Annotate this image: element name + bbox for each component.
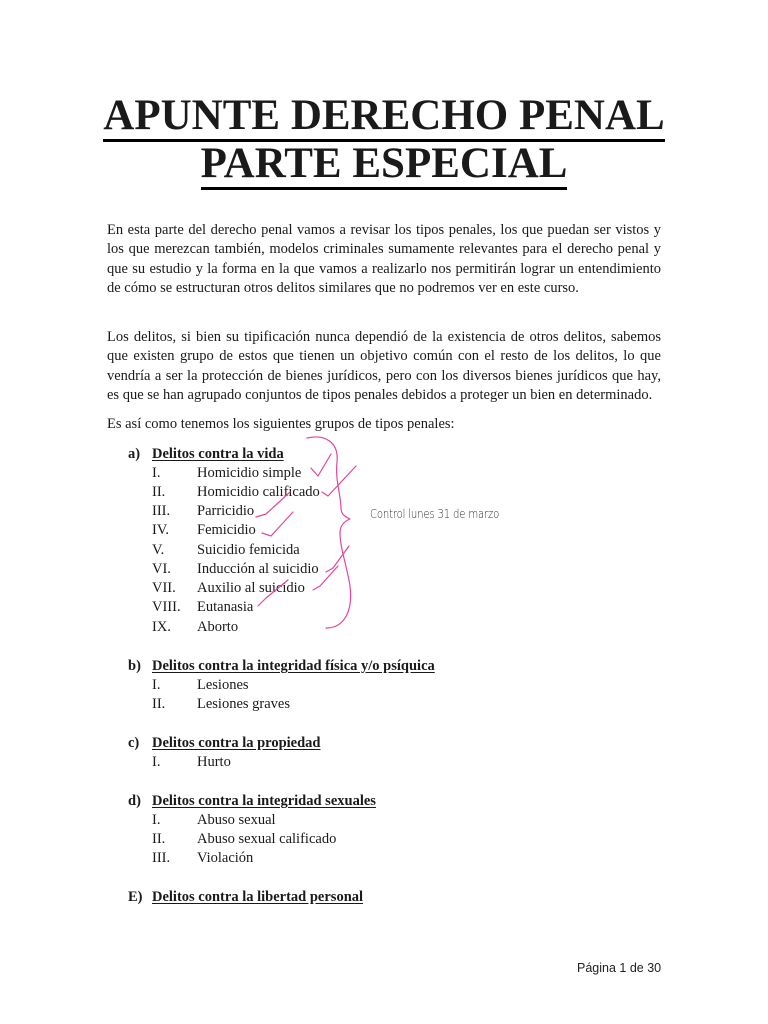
- item-number: VII.: [152, 580, 176, 596]
- list-item: [152, 579, 305, 598]
- handwritten-note: Control lunes 31 de marzo: [370, 507, 500, 521]
- list-item: [152, 483, 320, 502]
- check-mark-5: [326, 546, 349, 572]
- group-title: Delitos contra la propiedad: [152, 735, 321, 751]
- item-number: I.: [152, 465, 161, 481]
- group-letter: c): [128, 735, 140, 751]
- item-text: Parricidio: [197, 503, 255, 519]
- item-number: IX.: [152, 619, 171, 635]
- item-text: Abuso sexual: [197, 812, 276, 828]
- group-letter: b): [128, 658, 141, 674]
- intro-paragraph: En esta parte del derecho penal vamos a revisar los tipos penales, los que puedan ser vistos y los que merezcan también, modelos criminales sumamente relevantes para el derecho penal y que su estudio y la forma en la que vamos a realizarlo nos permitirán lograr un entendimiento de cómo se estructuran otros delitos similares que no podremos ver en este curso.: [107, 222, 661, 297]
- item-text: Eutanasia: [197, 599, 254, 615]
- item-text: Homicidio calificado: [197, 484, 320, 500]
- item-number: II.: [152, 484, 166, 500]
- item-text: Lesiones graves: [197, 696, 291, 712]
- item-text: Aborto: [197, 619, 239, 635]
- group-heading-a: [128, 445, 284, 464]
- item-number: III.: [152, 850, 171, 866]
- title-line-2-text: PARTE ESPECIAL: [201, 140, 568, 190]
- item-text: Hurto: [197, 754, 231, 770]
- item-number: V.: [152, 542, 165, 558]
- item-number: II.: [152, 696, 166, 712]
- item-text: Abuso sexual calificado: [197, 831, 337, 847]
- item-number: II.: [152, 831, 166, 847]
- group-title: Delitos contra la libertad personal: [152, 889, 364, 905]
- list-item: [152, 598, 253, 617]
- list-item: [152, 618, 238, 637]
- item-number: VI.: [152, 561, 171, 577]
- item-text: Inducción al suicidio: [197, 561, 319, 577]
- list-item: [152, 464, 301, 483]
- check-mark-4: [262, 512, 293, 536]
- second-paragraph: Los delitos, si bien su tipificación nunca dependió de la existencia de otros delitos, sabemos que existen grupo de estos que tienen un objetivo común con el resto de los delitos, lo que vendría a ser la protección de bienes jurídicos, pero con los diversos bienes jurídicos que hay, es que se han agrupado conjuntos de tipos penales debidos a proteger un bien en determinado.: [107, 329, 661, 404]
- item-number: I.: [152, 677, 161, 693]
- list-item: [152, 849, 253, 868]
- item-number: IV.: [152, 522, 170, 538]
- item-text: Lesiones: [197, 677, 249, 693]
- item-number: III.: [152, 503, 171, 519]
- group-heading-d: [128, 792, 376, 811]
- group-heading-c: [128, 734, 321, 753]
- item-text: Femicidio: [197, 522, 256, 538]
- group-title: Delitos contra la integridad sexuales: [152, 793, 376, 809]
- group-title: Delitos contra la integridad física y/o psíquica: [152, 658, 435, 674]
- check-mark-1: [311, 454, 331, 476]
- group-title: Delitos contra la vida: [152, 446, 284, 462]
- item-number: VIII.: [152, 599, 181, 615]
- item-text: Homicidio simple: [197, 465, 302, 481]
- page-number: Página 1 de 30: [577, 961, 662, 975]
- list-item: [152, 521, 256, 540]
- title-line-1: [0, 92, 768, 140]
- list-item: [152, 811, 276, 830]
- group-heading-b: [128, 657, 435, 676]
- group-letter: a): [128, 446, 141, 462]
- title-line-1-text: APUNTE DERECHO PENAL: [103, 92, 664, 142]
- list-item: [152, 502, 254, 521]
- groups-intro: Es así como tenemos los siguientes grupos de tipos penales:: [107, 416, 455, 432]
- item-text: Suicidio femicida: [197, 542, 300, 558]
- item-text: Auxilio al suicidio: [197, 580, 305, 596]
- list-item: [152, 753, 231, 772]
- list-item: [152, 541, 300, 560]
- curly-brace: [307, 437, 351, 628]
- list-item: [152, 676, 249, 695]
- title-line-2: [0, 140, 768, 188]
- group-letter: E): [128, 889, 143, 905]
- item-number: I.: [152, 812, 161, 828]
- group-letter: d): [128, 793, 141, 809]
- list-item: [152, 695, 290, 714]
- list-item: [152, 830, 336, 849]
- item-text: Violación: [197, 850, 254, 866]
- group-heading-e: [128, 888, 363, 907]
- item-number: I.: [152, 754, 161, 770]
- check-mark-2: [322, 466, 356, 496]
- list-item: [152, 560, 319, 579]
